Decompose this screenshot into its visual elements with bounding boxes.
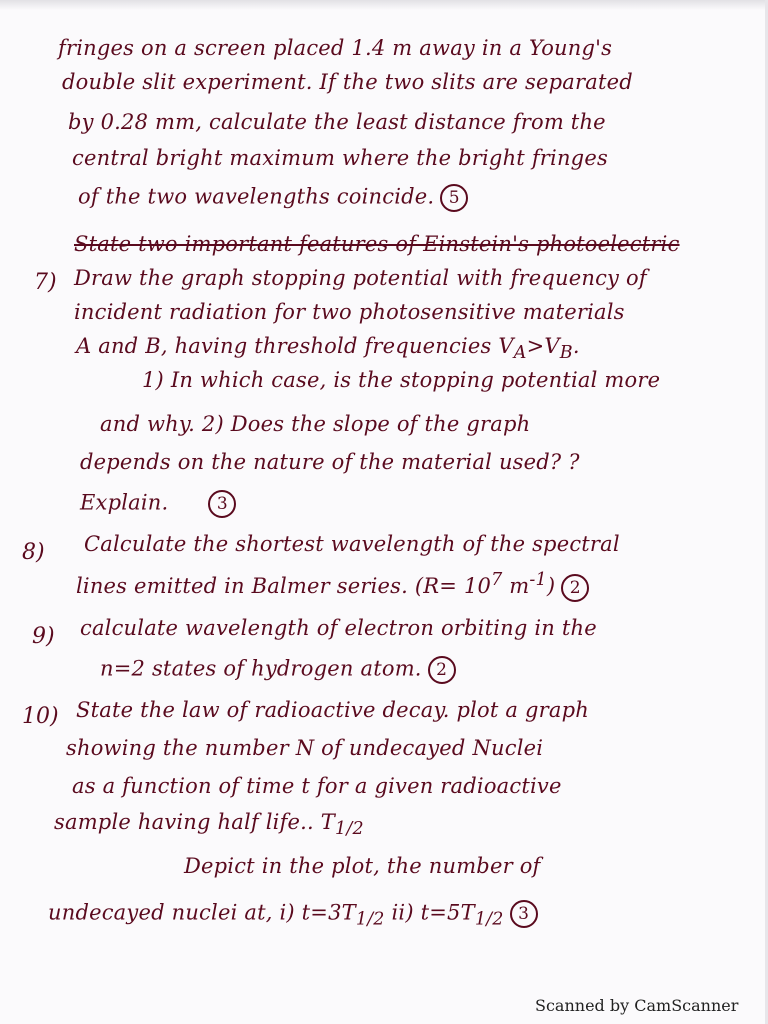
- q8-line-2: [76, 572, 589, 602]
- q10-line-1: State the law of radioactive decay. plot a graph: [76, 698, 589, 722]
- q6-marks-badge: 5: [440, 184, 468, 212]
- q8-line-1: Calculate the shortest wavelength of the spectral: [84, 532, 620, 556]
- q8-line-2-text: lines emitted in Balmer series. (R= 10: [76, 574, 492, 598]
- q7-gt: >V: [526, 334, 560, 358]
- q10-number: 10): [22, 704, 59, 729]
- q8-sup-7: 7: [491, 570, 503, 590]
- q7-line-6: depends on the nature of the material used? ?: [80, 450, 580, 474]
- q10-line-2: showing the number N of undecayed Nuclei: [66, 736, 544, 760]
- q8-number: 8): [22, 540, 45, 565]
- q7-line-2: incident radiation for two photosensitive materials: [74, 300, 625, 324]
- q10-marks-badge: 3: [510, 900, 538, 928]
- q6-line-4: central bright maximum where the bright fringes: [72, 146, 608, 170]
- q10-line-5: Depict in the plot, the number of: [184, 854, 541, 878]
- q9-line-1: calculate wavelength of electron orbiting in the: [80, 616, 597, 640]
- q6-line-1: fringes on a screen placed 1.4 m away in a Young's: [58, 36, 613, 60]
- q10-sub-2: 1/2: [474, 909, 504, 930]
- q9-marks-badge: 2: [428, 656, 456, 684]
- q10-line-4-text: sample having half life.. T: [54, 810, 336, 834]
- q10-line-6-mid: ii) t=5T: [384, 900, 475, 925]
- q7-number: 7): [34, 270, 57, 295]
- q7-line-4: 1) In which case, is the stopping potential more: [142, 368, 661, 392]
- q10-line-6: [48, 900, 538, 929]
- page-edge-shadow: [0, 0, 765, 10]
- q6-line-2: double slit experiment. If the two slits are separated: [62, 70, 633, 94]
- q9-number: 9): [32, 624, 55, 649]
- q7-sub-b: B: [559, 343, 573, 364]
- q6-line-5: [78, 184, 468, 212]
- q7-line-1: Draw the graph stopping potential with frequency of: [74, 266, 647, 290]
- q10-line-4: [54, 812, 364, 839]
- q7-line-3-end: .: [572, 334, 580, 358]
- q7-line-7-text: Explain.: [80, 490, 169, 515]
- q7-line-3-text: A and B, having threshold frequencies V: [76, 334, 514, 358]
- q6-line-3: by 0.28 mm, calculate the least distance from the: [68, 110, 606, 134]
- q7-line-7: [80, 490, 236, 518]
- q10-line-3: as a function of time t for a given radioactive: [72, 774, 562, 798]
- q10-line-6-text: undecayed nuclei at, i) t=3T: [48, 900, 356, 925]
- q8-unit: m: [502, 574, 530, 598]
- q7-line-3: [76, 336, 580, 363]
- q8-sup-neg1: -1: [529, 570, 547, 590]
- q8-marks-badge: 2: [561, 574, 589, 602]
- q7-line-5: and why. 2) Does the slope of the graph: [100, 412, 531, 436]
- q7-sub-a: A: [513, 343, 527, 364]
- q6-line-5-text: of the two wavelengths coincide.: [78, 184, 435, 209]
- scanner-watermark: Scanned by CamScanner: [535, 996, 739, 1015]
- struck-out-line: State two important features of Einstein's photoelectric: [74, 232, 680, 256]
- q7-marks-badge: 3: [208, 490, 236, 518]
- q10-half-sub: 1/2: [335, 819, 364, 840]
- q10-sub-1: 1/2: [355, 909, 385, 930]
- q9-line-2-text: n=2 states of hydrogen atom.: [100, 656, 422, 681]
- q9-line-2: [100, 656, 456, 684]
- q8-close-paren: ): [546, 574, 556, 598]
